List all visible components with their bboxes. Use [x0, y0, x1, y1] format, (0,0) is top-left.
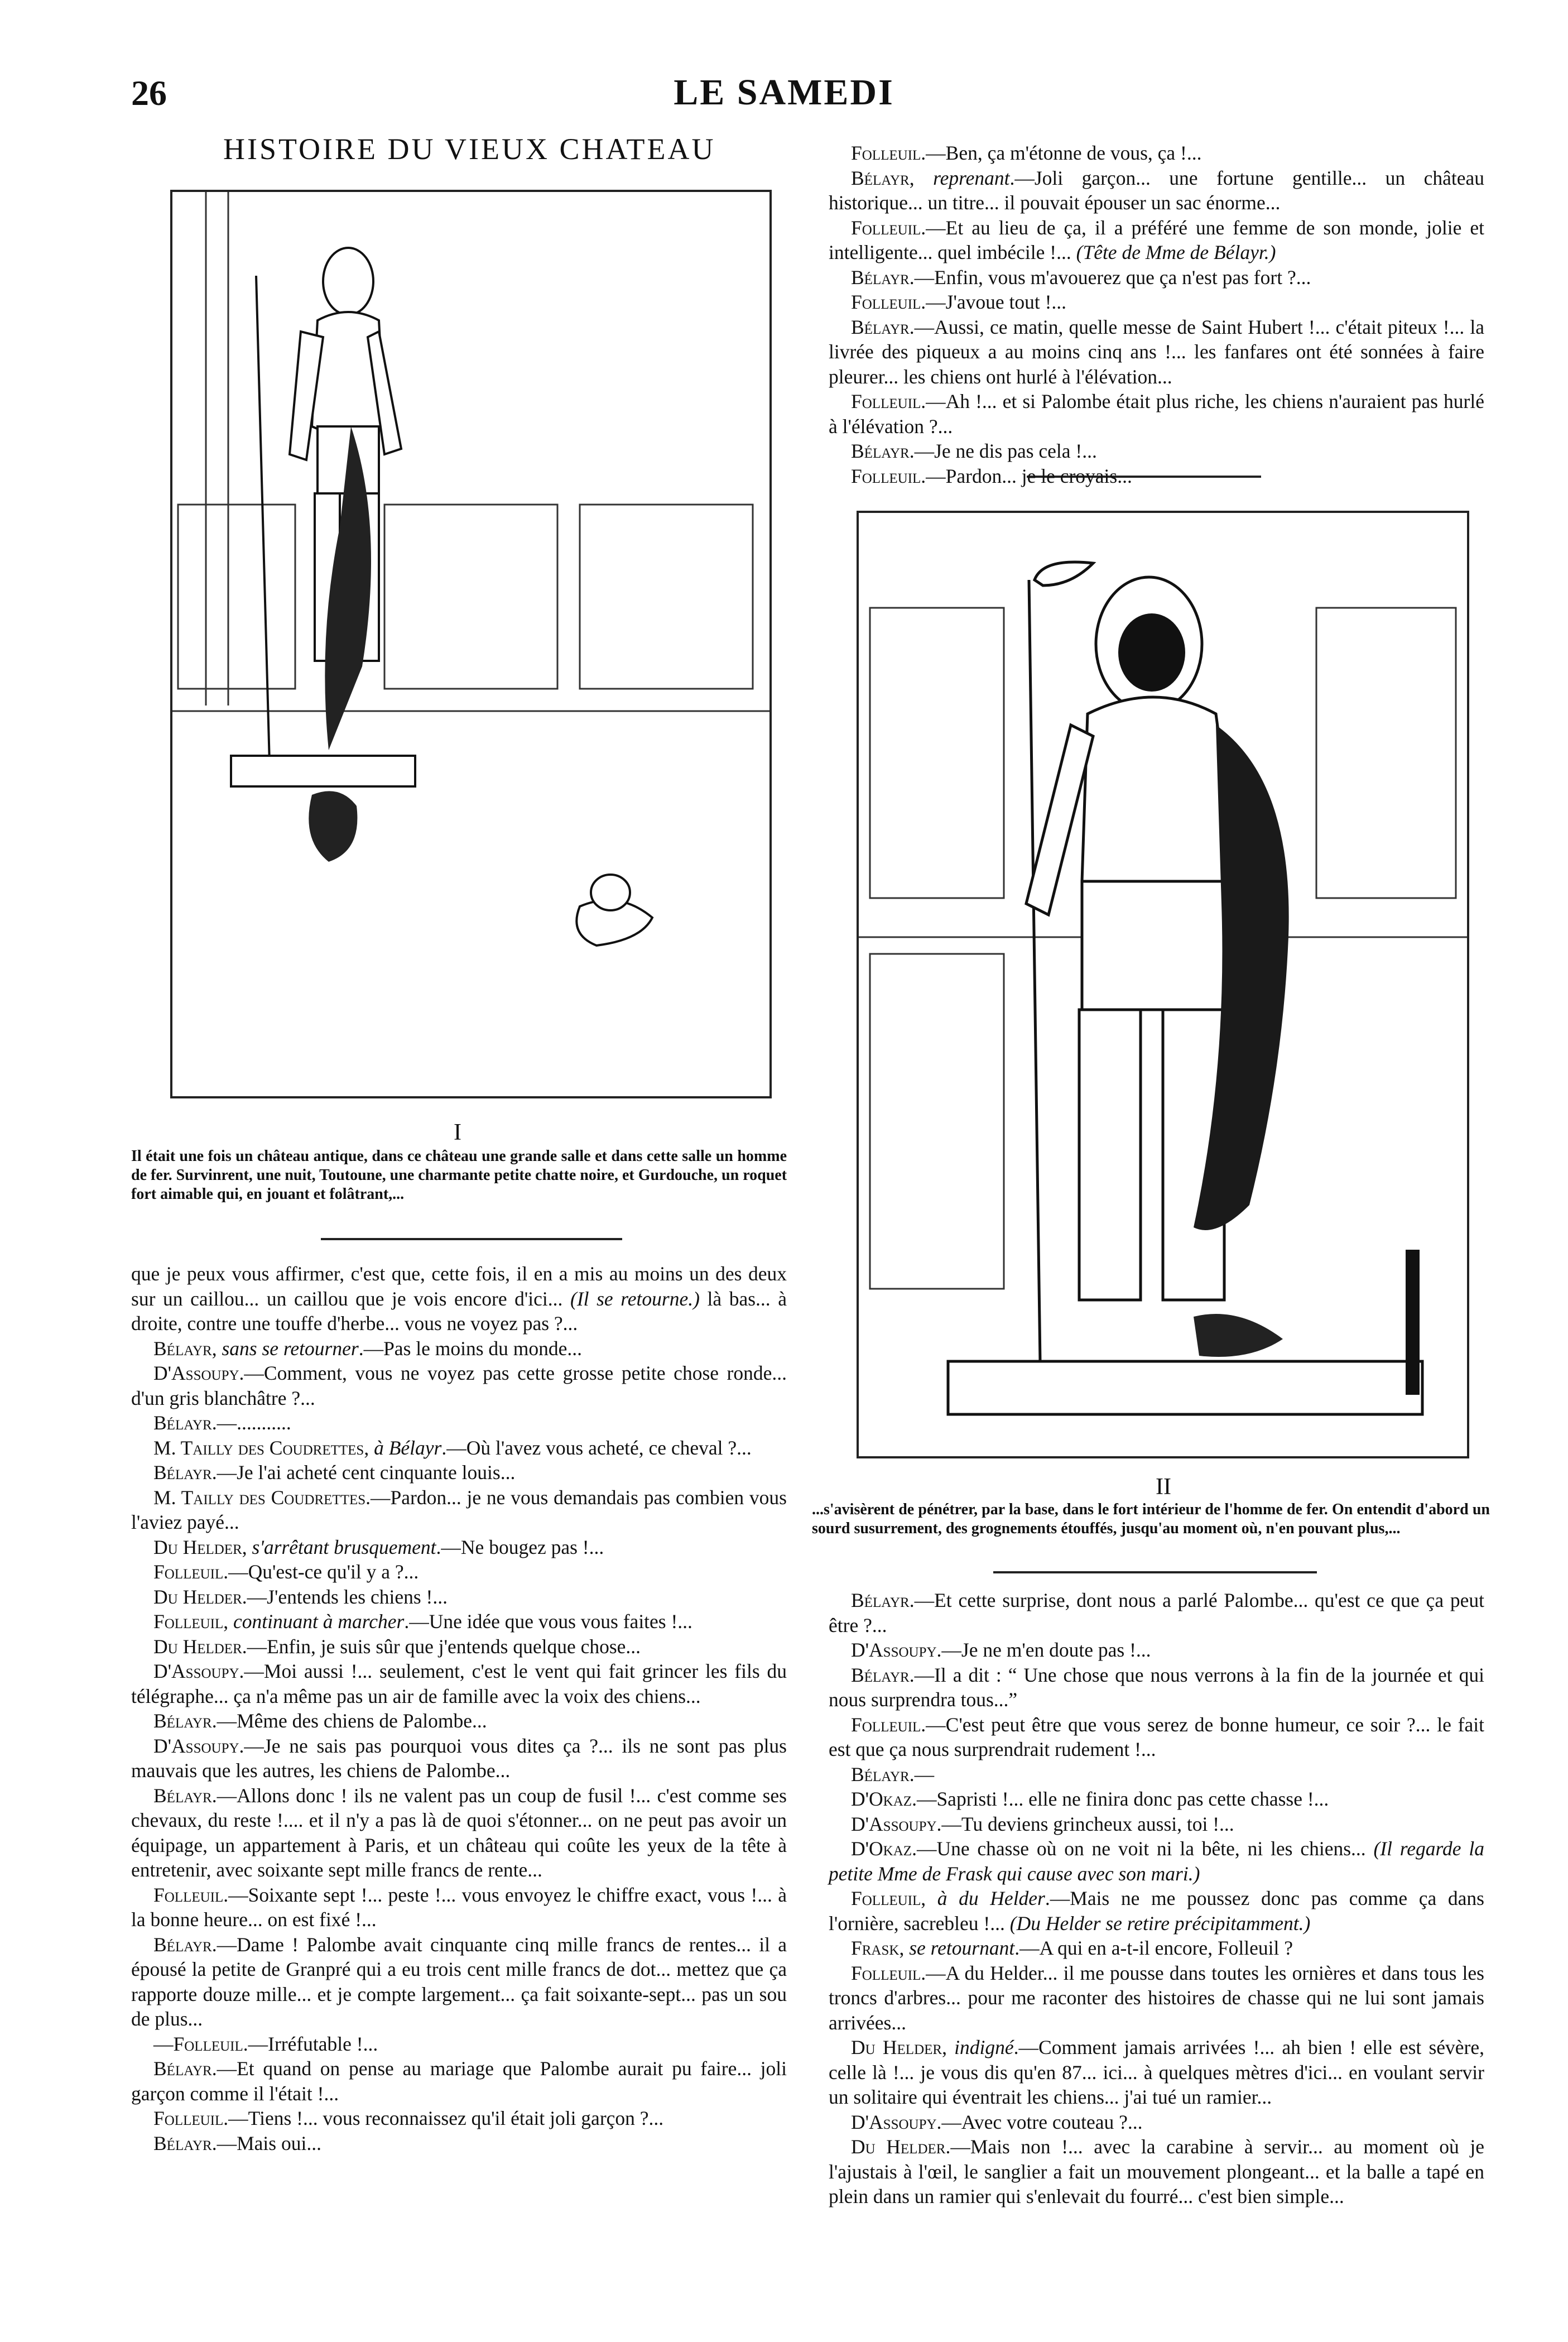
dialogue-text: A du Helder... il me pousse dans toutes les ornières et dans tous les troncs d'arbres... pour me raconter des histoires de chasse qui ne lui sont jamais arrivées...: [829, 1961, 1484, 2034]
dialogue-text: Soixante sept !... peste !... vous envoyez le chiffre exact, vous !... à la bonne heure... on est fixé !...: [131, 1883, 787, 1931]
speaker-name: D'Assoupy: [153, 1660, 239, 1682]
dialogue-text: J'entends les chiens !...: [267, 1585, 448, 1608]
dialogue-text: Tiens !... vous reconnaissez qu'il était joli garçon ?...: [248, 2107, 664, 2129]
speaker-name: Bélayr: [153, 1337, 212, 1360]
dialogue-text: Ben, ça m'étonne de vous, ça !...: [945, 142, 1202, 164]
speaker-name: D'Assoupy: [851, 1812, 937, 1835]
speaker-name: D'Assoupy: [153, 1362, 239, 1384]
speaker-name: Bélayr: [153, 1710, 212, 1732]
dialogue-text: Mais oui...: [237, 2132, 321, 2154]
figure-1-caption: Il était une fois un château antique, dans ce château une grande salle et dans cette salle un homme de fer. Survinrent, une nuit, Toutoune, une charmante petite chatte noire, et Gurdouche, un roquet fort aimable qui, en jouant et folâtrant,...: [131, 1148, 787, 1203]
dialogue-line: Folleuil.—Soixante sept !... peste !... vous envoyez le chiffre exact, vous !... à la bonne heure... on est fixé !...: [131, 1883, 787, 1931]
dialogue-line: Folleuil.—Ah !... et si Palombe était plus riche, les chiens n'auraient pas hurlé à l'élévation ?...: [829, 390, 1484, 438]
dialogue-line: Bélayr.—Je l'ai acheté cent cinquante louis...: [153, 1461, 516, 1484]
dialogue-line: D'Assoupy.—Tu deviens grincheux aussi, toi !...: [851, 1812, 1234, 1835]
stage-direction: indigné: [954, 2036, 1014, 2058]
speaker-name: Du Helder: [851, 2036, 942, 2058]
speaker-name: Folleuil: [851, 142, 921, 164]
dialogue-line: M. Tailly des Coudrettes, à Bélayr.—Où l'avez vous acheté, ce cheval ?...: [153, 1436, 752, 1459]
speaker-name: Bélayr: [851, 440, 910, 462]
knight-cat-dog-engraving: [172, 192, 769, 1096]
speaker-name: Bélayr: [153, 1412, 212, 1434]
dialogue-text: A qui en a-t-il encore, Folleuil ?: [1039, 1937, 1293, 1959]
speaker-name: Du Helder: [851, 2135, 946, 2158]
dialogue-line: Folleuil, continuant à marcher.—Une idée que vous vous faites !...: [153, 1610, 692, 1633]
dialogue-text: Enfin, vous m'avouerez que ça n'est pas fort ?...: [934, 266, 1311, 289]
stage-direction: se retournant: [909, 1937, 1015, 1959]
illustration-2: [857, 511, 1469, 1458]
dialogue-text: J'avoue tout !...: [945, 291, 1067, 313]
dialogue-text: Enfin, je suis sûr que j'entends quelque chose...: [267, 1635, 641, 1658]
dialogue-text: ...........: [237, 1412, 291, 1434]
dialogue-text: que je peux vous affirmer, c'est que, cette fois, il en a mis au moins un des deux sur un caillou... un caillou que je vois encore d'ici...: [131, 1263, 787, 1310]
speaker-name: Bélayr: [851, 315, 910, 338]
stage-direction: à du Helder: [937, 1887, 1045, 1909]
dialogue-text: Je ne m'en doute pas !...: [961, 1639, 1151, 1661]
speaker-name: Folleuil: [153, 1883, 224, 1906]
dialogue-line: Bélayr.—Aussi, ce matin, quelle messe de Saint Hubert !... c'était piteux !... la livrée des piqueux a au moins cinq ans !... les fanfares ont été sonnées à faire pleurer... les chiens ont hurlé à l'élévation...: [829, 315, 1484, 388]
dialogue-text: Pardon... je le croyais...: [945, 464, 1132, 487]
dialogue-text: Dame ! Palombe avait cinquante cinq mille francs de rentes... il a épousé la petite de Granpré qui a eu trois cent mille francs de dot... mettez que ça rapporte douze mille... et je compte largement... ça fait soixante-sept... pas un sou de plus...: [131, 1933, 787, 2030]
dialogue-text: Même des chiens de Palombe...: [237, 1710, 487, 1732]
dialogue-line: Bélayr.—Je ne dis pas cela !...: [851, 440, 1097, 462]
speaker-name: Folleuil: [153, 2107, 224, 2129]
dialogue-line: D'Okaz.—Sapristi !... elle ne finira donc pas cette chasse !...: [851, 1788, 1329, 1810]
speaker-name: Folleuil: [851, 1887, 921, 1909]
dialogue-text: Sapristi !... elle ne finira donc pas cette chasse !...: [936, 1788, 1329, 1810]
stage-direction: sans se retourner: [222, 1337, 359, 1360]
speaker-name: Folleuil: [153, 1561, 224, 1583]
speaker-name: Folleuil: [173, 2032, 243, 2055]
divider: [993, 1571, 1317, 1573]
dialogue-text: là bas... à droite, contre une touffe d'herbe... vous ne voyez pas ?...: [131, 1287, 787, 1335]
dialogue-line: Folleuil.—Pardon... je le croyais...: [851, 464, 1132, 487]
dialogue-text: Pas le moins du monde...: [383, 1337, 583, 1360]
speaker-name: D'Assoupy: [851, 1639, 937, 1661]
stage-direction: (Tête de Mme de Bélayr.): [1076, 241, 1276, 263]
stage-direction: reprenant: [933, 166, 1010, 189]
speaker-name: Du Helder: [153, 1535, 242, 1558]
stage-direction: (Il regarde la petite Mme de Frask qui cause avec son mari.): [829, 1837, 1484, 1885]
illustration-1: [170, 190, 772, 1098]
dialogue-line: Folleuil.—A du Helder... il me pousse dans toutes les ornières et dans tous les troncs d'arbres... pour me raconter des histoires de chasse qui ne lui sont jamais arrivées...: [829, 1961, 1484, 2034]
column-right-top: [829, 141, 1484, 488]
dialogue-line: Folleuil.—J'avoue tout !...: [851, 291, 1067, 313]
speaker-name: Du Helder: [153, 1635, 242, 1658]
speaker-name: Bélayr: [851, 1589, 910, 1611]
speaker-name: M. Tailly des Coudrettes: [153, 1486, 366, 1509]
stage-direction: (Du Helder se retire précipitamment.): [1009, 1912, 1311, 1935]
dialogue-line: Du Helder, s'arrêtant brusquement.—Ne bougez pas !...: [153, 1535, 604, 1558]
knight-engraving: [859, 513, 1467, 1456]
dialogue-line: Bélayr.—...........: [153, 1412, 291, 1434]
speaker-name: Bélayr: [153, 1784, 212, 1807]
speaker-name: D'Assoupy: [153, 1734, 239, 1757]
speaker-name: Folleuil: [851, 1713, 921, 1736]
dialogue-text: Mais ne me poussez donc pas comme ça dans l'ornière, sacrebleu !...: [829, 1887, 1484, 1935]
dialogue-text: Une idée que vous vous faites !...: [429, 1610, 692, 1633]
dialogue-text: Irréfutable !...: [268, 2032, 378, 2055]
speaker-name: Bélayr: [851, 1663, 910, 1686]
dialogue-line: Bélayr.—: [851, 1763, 935, 1786]
speaker-name: Bélayr: [153, 1461, 212, 1484]
dialogue-text: Et quand on pense au mariage que Palombe aurait pu faire... joli garçon comme il l'était !...: [131, 2057, 787, 2105]
dialogue-text: Allons donc ! ils ne valent pas un coup de fusil !... c'est comme ses chevaux, du reste !.... et il n'y a pas là de quoi s'étonner... on ne peut pas avoir un équipage, un appartement à Paris, et un château qui coûte les yeux de la tête à entretenir, avec soixante sept mille francs de rente...: [131, 1784, 787, 1881]
dialogue-line: Folleuil.—Ben, ça m'étonne de vous, ça !...: [851, 142, 1202, 164]
dialogue-text: Moi aussi !... seulement, c'est le vent qui fait grincer les fils du télégraphe... ça n'a même pas un air de famille avec la voix des chiens...: [131, 1660, 787, 1707]
dialogue-text: Ne bougez pas !...: [460, 1535, 604, 1558]
dialogue-text: Et cette surprise, dont nous a parlé Palombe... qu'est ce que ça peut être ?...: [829, 1589, 1484, 1636]
dialogue-line: Folleuil.—C'est peut être que vous serez de bonne humeur, ce soir ?... le fait est que ça nous surprendrait rudement !...: [829, 1713, 1484, 1760]
speaker-name: D'Okaz: [851, 1788, 912, 1810]
dialogue-line: Bélayr.—Et quand on pense au mariage que Palombe aurait pu faire... joli garçon comme il l'était !...: [131, 2057, 787, 2105]
speaker-name: Folleuil: [851, 1961, 921, 1984]
speaker-name: Folleuil: [153, 1610, 224, 1633]
divider: [321, 1238, 622, 1240]
speaker-name: Bélayr: [851, 166, 910, 189]
speaker-name: Bélayr: [153, 2132, 212, 2154]
figure-2-caption: ...s'avisèrent de pénétrer, par la base, dans le fort intérieur de l'homme de fer. On entendit d'abord un sourd susurrement, des grognements étouffés, jusqu'au moment où, n'en pouvant plus,...: [812, 1501, 1490, 1537]
speaker-name: Folleuil: [851, 464, 921, 487]
column-left-bottom: [131, 1261, 787, 2156]
dialogue-text: C'est peut être que vous serez de bonne humeur, ce soir ?... le fait est que ça nous surprendrait rudement !...: [829, 1713, 1484, 1760]
dialogue-line: Bélayr.—Même des chiens de Palombe...: [153, 1710, 487, 1732]
speaker-name: D'Okaz: [851, 1837, 912, 1860]
dialogue-text: Aussi, ce matin, quelle messe de Saint Hubert !... c'était piteux !... la livrée des piqueux a au moins cinq ans !... les fanfares ont été sonnées à faire pleurer... les chiens ont hurlé à l'élévation...: [829, 315, 1484, 388]
dialogue-text: Comment, vous ne voyez pas cette grosse petite chose ronde... d'un gris blanchâtre ?...: [131, 1362, 787, 1409]
dialogue-line: D'Assoupy.—Moi aussi !... seulement, c'est le vent qui fait grincer les fils du télégraphe... ça n'a même pas un air de famille avec la voix des chiens...: [131, 1660, 787, 1707]
speaker-name: Frask: [851, 1937, 900, 1959]
dialogue-text: Je ne sais pas pourquoi vous dites ça ?... ils ne sont pas plus mauvais que les autres, les chiens de Palombe...: [131, 1734, 787, 1782]
dialogue-line: —Folleuil.—Irréfutable !...: [153, 2032, 378, 2055]
figure-2-numeral: II: [1156, 1474, 1171, 1500]
dialogue-text: Et au lieu de ça, il a préféré une femme de son monde, jolie et intelligente... quel imbécile !...: [829, 216, 1484, 263]
dialogue-line: D'Assoupy.—Je ne m'en doute pas !...: [851, 1639, 1151, 1661]
dialogue-line: Du Helder.—Enfin, je suis sûr que j'entends quelque chose...: [153, 1635, 641, 1658]
dialogue-line: Bélayr, reprenant.—Joli garçon... une fortune gentille... un château historique... un titre... il pouvait épouser un sac énorme...: [829, 166, 1484, 214]
dialogue-line: D'Assoupy.—Comment, vous ne voyez pas cette grosse petite chose ronde... d'un gris blanchâtre ?...: [131, 1362, 787, 1409]
dialogue-line: D'Assoupy.—Avec votre couteau ?...: [851, 2110, 1143, 2133]
stage-direction: s'arrêtant brusquement: [252, 1535, 436, 1558]
dialogue-line: Folleuil.—Tiens !... vous reconnaissez qu'il était joli garçon ?...: [153, 2107, 664, 2129]
stage-direction: continuant à marcher: [233, 1610, 405, 1633]
dialogue-text: Pardon... je ne vous demandais pas combien vous l'aviez payé...: [131, 1486, 787, 1533]
dialogue-text: Ah !... et si Palombe était plus riche, les chiens n'auraient pas hurlé à l'élévation ?...: [829, 390, 1484, 438]
page-number: 26: [131, 73, 167, 113]
speaker-name: Du Helder: [153, 1585, 242, 1608]
newspaper-title: LE SAMEDI: [674, 72, 894, 113]
dialogue-text: Il a dit : “ Une chose que nous verrons à la fin de la journée et qui nous surprendra tous...”: [829, 1663, 1484, 1711]
dialogue-line: Frask, se retournant.—A qui en a-t-il encore, Folleuil ?: [851, 1937, 1293, 1959]
speaker-name: Folleuil: [851, 390, 921, 412]
speaker-name: Bélayr: [851, 266, 910, 289]
dialogue-line: D'Okaz.—Une chasse où on ne voit ni la bête, ni les chiens... (Il regarde la petite Mme de Frask qui cause avec son mari.): [829, 1837, 1484, 1885]
speaker-name: M. Tailly des Coudrettes: [153, 1436, 364, 1459]
dialogue-line: Du Helder.—J'entends les chiens !...: [153, 1585, 448, 1608]
dialogue-text: Qu'est-ce qu'il y a ?...: [248, 1561, 419, 1583]
dialogue-line: Bélayr.—Dame ! Palombe avait cinquante cinq mille francs de rentes... il a épousé la petite de Granpré qui a eu trois cent mille francs de dot... mettez que ça rapporte douze mille... et je compte largement... ça fait soixante-sept... pas un sou de plus...: [131, 1933, 787, 2030]
dialogue-text: Comment jamais arrivées !... ah bien ! elle est sévère, celle là !... je vous dis qu'en 87... ici... à quelques mètres d'ici... en voulant servir un solitaire qui éventrait les chiens... j'ai tué un ramier...: [829, 2036, 1485, 2108]
dialogue-line: Bélayr.—Et cette surprise, dont nous a parlé Palombe... qu'est ce que ça peut être ?...: [829, 1589, 1484, 1636]
speaker-name: D'Assoupy: [851, 2110, 937, 2133]
figure-1-numeral: I: [454, 1120, 461, 1145]
speaker-name: Bélayr: [851, 1763, 910, 1786]
dialogue-line: Du Helder, indigné.—Comment jamais arrivées !... ah bien ! elle est sévère, celle là !... je vous dis qu'en 87... ici... à quelques mètres d'ici... en voulant servir un solitaire qui éventrait les chiens... j'ai tué un ramier...: [829, 2036, 1485, 2108]
dialogue-line: Bélayr.—Mais oui...: [153, 2132, 321, 2154]
speaker-name: Folleuil: [851, 216, 921, 239]
stage-direction: à Bélayr: [374, 1436, 442, 1459]
dialogue-text: Mais non !... avec la carabine à servir... au moment où je l'ajustais à l'œil, le sanglier a fait un mouvement plongeant... et la balle a tapé en plein dans un ramier qui s'enlevait du fourré... c'est bien simple...: [829, 2135, 1484, 2207]
dialogue-line: Folleuil, à du Helder.—Mais ne me poussez donc pas comme ça dans l'ornière, sacrebleu !... (Du Helder se retire précipitamment.): [829, 1887, 1484, 1935]
column-right-bottom: [829, 1588, 1484, 2209]
dialogue-text: Je ne dis pas cela !...: [934, 440, 1097, 462]
dialogue-line: D'Assoupy.—Je ne sais pas pourquoi vous dites ça ?... ils ne sont pas plus mauvais que les autres, les chiens de Palombe...: [131, 1734, 787, 1782]
dialogue-line: Bélayr.—Enfin, vous m'avouerez que ça n'est pas fort ?...: [851, 266, 1311, 289]
dialogue-text: Tu deviens grincheux aussi, toi !...: [961, 1812, 1234, 1835]
dialogue-line: Bélayr.—Allons donc ! ils ne valent pas un coup de fusil !... c'est comme ses chevaux, du reste !.... et il n'y a pas là de quoi s'étonner... on ne peut pas avoir un équipage, un appartement à Paris, et un château qui coûte les yeux de la tête à entretenir, avec soixante sept mille francs de rente...: [131, 1784, 787, 1881]
dialogue-line: [131, 1261, 787, 1336]
speaker-name: Bélayr: [153, 2057, 212, 2080]
dialogue-text: Une chasse où on ne voit ni la bête, ni les chiens...: [936, 1837, 1366, 1860]
dialogue-line: Bélayr.—Il a dit : “ Une chose que nous verrons à la fin de la journée et qui nous surprendra tous...”: [829, 1663, 1484, 1711]
dialogue-line: Bélayr, sans se retourner.—Pas le moins du monde...: [153, 1337, 583, 1360]
dialogue-line: M. Tailly des Coudrettes.—Pardon... je ne vous demandais pas combien vous l'aviez payé...: [131, 1486, 787, 1533]
illustration-title: HISTOIRE DU VIEUX CHATEAU: [223, 132, 716, 166]
dialogue-text: Avec votre couteau ?...: [961, 2110, 1143, 2133]
dialogue-line: Du Helder.—Mais non !... avec la carabine à servir... au moment où je l'ajustais à l'œil, le sanglier a fait un mouvement plongeant... et la balle a tapé en plein dans un ramier qui s'enlevait du fourré... c'est bien simple...: [829, 2135, 1484, 2207]
dialogue-text: Joli garçon... une fortune gentille... un château historique... un titre... il pouvait épouser un sac énorme...: [829, 166, 1484, 214]
speaker-name: Bélayr: [153, 1933, 212, 1956]
stage-direction: (Il se retourne.): [570, 1287, 700, 1310]
dialogue-text: Où l'avez vous acheté, ce cheval ?...: [466, 1436, 752, 1459]
dialogue-line: Folleuil.—Qu'est-ce qu'il y a ?...: [153, 1561, 419, 1583]
dialogue-text: Je l'ai acheté cent cinquante louis...: [237, 1461, 516, 1484]
dialogue-line: Folleuil.—Et au lieu de ça, il a préféré une femme de son monde, jolie et intelligente... quel imbécile !... (Tête de Mme de Bélayr.): [829, 216, 1484, 263]
speaker-name: Folleuil: [851, 291, 921, 313]
